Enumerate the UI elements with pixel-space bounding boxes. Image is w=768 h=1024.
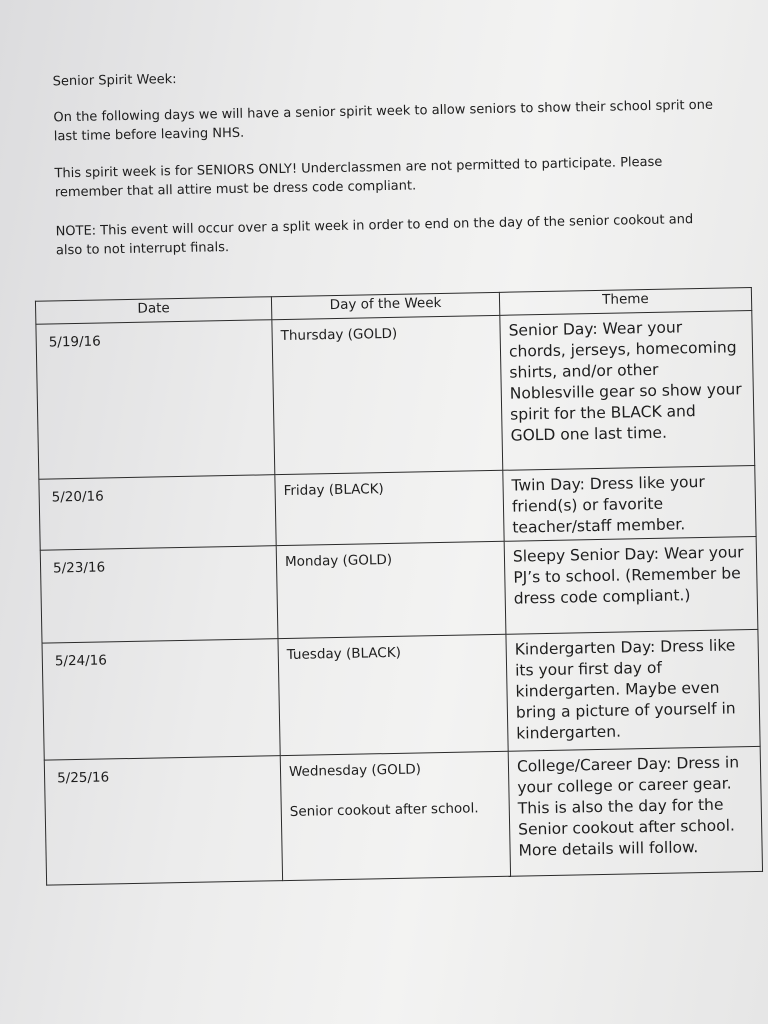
row-day: Tuesday (BLACK) (278, 634, 508, 755)
document-title: Senior Spirit Week: (52, 71, 177, 90)
row-theme: Kindergarten Day: Dress like its your first day of kindergarten. Maybe even bring a picture of yourself in kindergarten. (506, 629, 760, 751)
seniors-only-paragraph: This spirit week is for SENIORS ONLY! Underclassmen are not permitted to participate. Please remember that all attire must be dress code compliant. (54, 154, 663, 201)
table-row (42, 629, 760, 760)
row-date: 5/19/16 (36, 320, 275, 480)
spirit-week-table (35, 287, 763, 886)
row-day-note: Senior cookout after school. (289, 800, 479, 820)
document-sheet (14, 33, 768, 947)
intro-paragraph: On the following days we will have a senior spirit week to allow seniors to show their school sprit one last time before leaving NHS. (53, 97, 714, 145)
row-day (280, 751, 510, 880)
table-row (36, 310, 755, 479)
row-day: Thursday (GOLD) (272, 315, 503, 474)
header-day: Day of the Week (271, 292, 499, 319)
row-theme: College/Career Day: Dress in your college or career gear. This is also the day for the Senior cookout after school. More details will follow. (508, 746, 762, 876)
row-day: Friday (BLACK) (275, 470, 504, 545)
table-row (39, 465, 756, 550)
row-theme: Twin Day: Dress like your friend(s) or favorite teacher/staff member. (503, 465, 756, 541)
table-row (44, 746, 762, 885)
row-theme: Sleepy Senior Day: Wear your PJ’s to school. (Remember be dress code compliant.) (504, 536, 758, 634)
header-date: Date (35, 297, 271, 325)
row-date: 5/20/16 (39, 475, 276, 551)
row-date: 5/23/16 (40, 546, 278, 644)
row-day-label: Wednesday (GOLD) (288, 761, 422, 780)
table-row (40, 536, 758, 643)
row-day: Monday (GOLD) (276, 541, 506, 638)
header-theme: Theme (499, 287, 751, 315)
row-date: 5/25/16 (44, 756, 282, 886)
row-theme: Senior Day: Wear your chords, jerseys, homecoming shirts, and/or other Noblesville gear so show your spirit for the BLACK and GOLD one last time. (500, 310, 755, 470)
note-paragraph: NOTE: This event will occur over a split week in order to end on the day of the senior cookout and also to not interrupt finals. (55, 212, 694, 259)
row-date: 5/24/16 (42, 639, 280, 761)
